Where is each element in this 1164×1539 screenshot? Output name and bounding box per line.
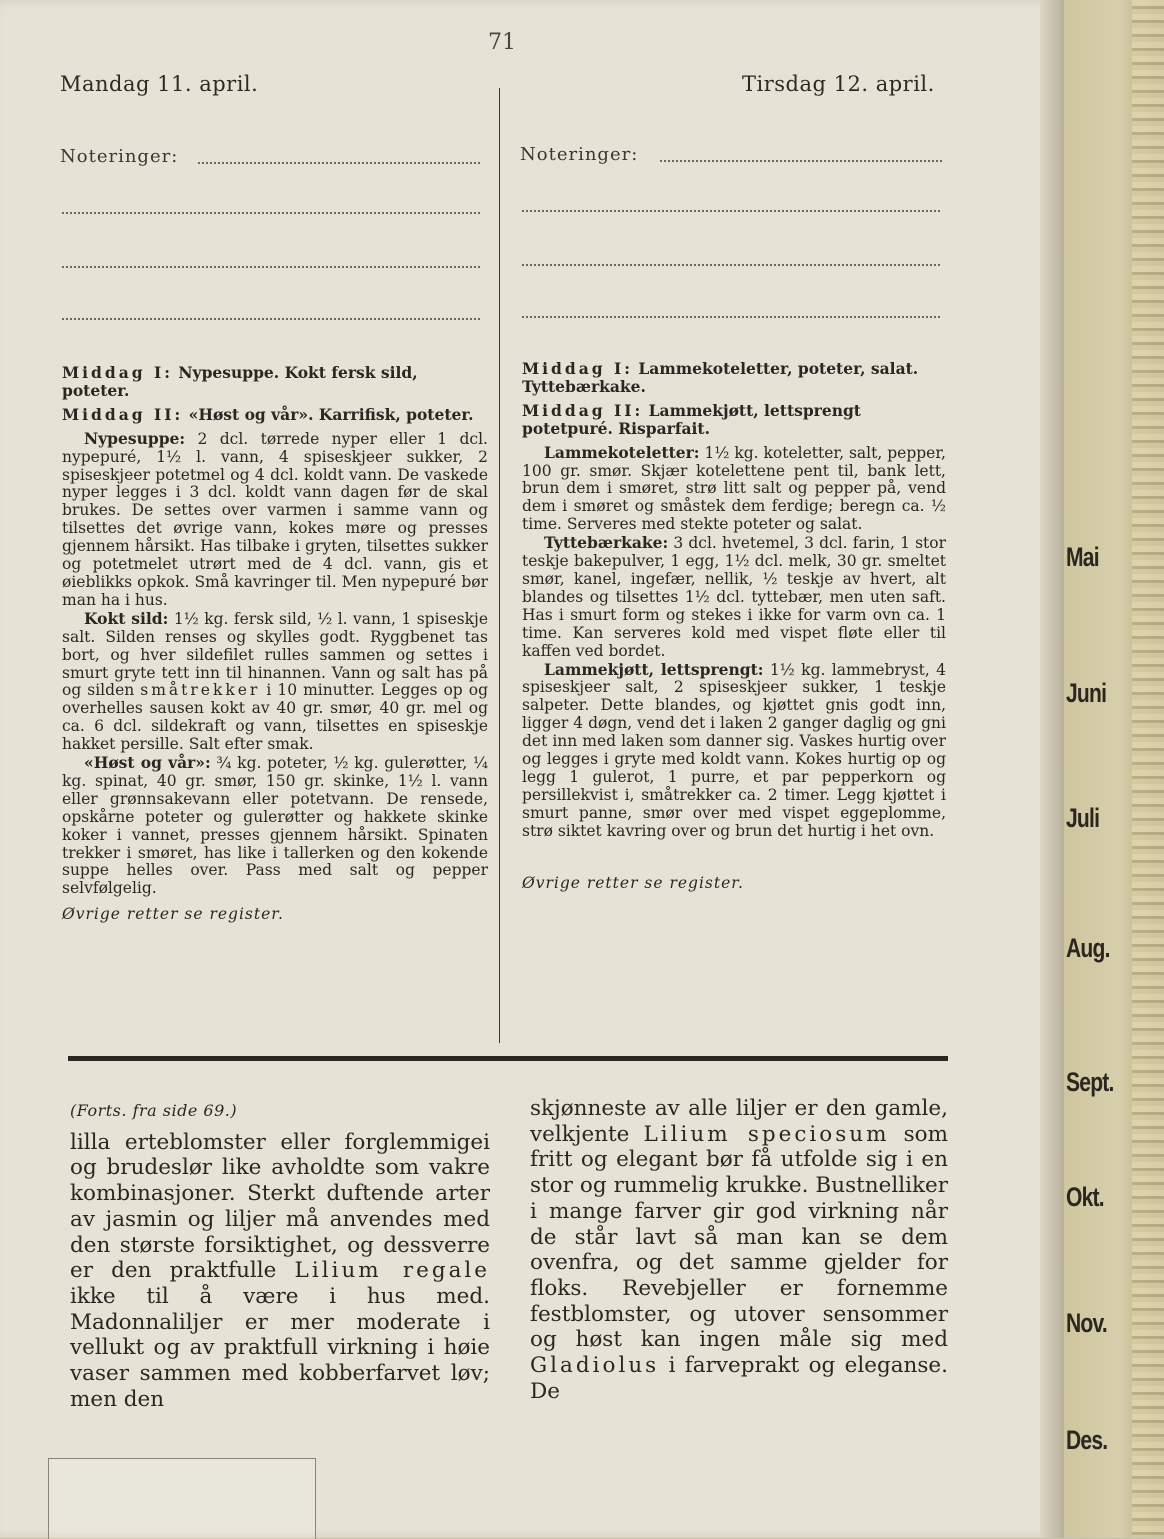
recipe-nypesuppe: Nypesuppe: 2 dcl. tørrede nyper eller 1 dcl. nypepuré, 1½ l. vann, 4 spiseskjeer sukker, 2 spiseskjeer potetmel og 4 dcl. koldt vann. De vaskede nyper legges i 3 dcl. koldt vann dagen før de skal brukes. De settes over varmen i samme vann og tilsettes det øvrige vann, kokes møre og presses gjennem hårsikt. Has tilbake i gryten, tilsettes sukker og potetmelet utrørt med de 4 dcl. vann, gis et øieblikks opkok. Små kavringer til. Men nypepuré bør man ha i hus. bbox=[62, 428, 488, 609]
page-number: 71 bbox=[488, 30, 516, 55]
article-left-text: lilla erteblomster eller forglemmigei og brudeslør like avholdte som vakre kombinasjoner. Sterkt duftende arter av jasmin og liljer må anvendes med den største forsiktighet, og dessverre er den praktfulle Lilium regale ikke til å være i hus med. Madonnaliljer er mer moderate i vellukt og av praktfull virkning i høie vaser sammen med kobberfarvet løv; men den bbox=[70, 1129, 490, 1412]
month-tab-sept[interactable]: Sept. bbox=[1066, 1067, 1114, 1097]
right-day-title: Tirsdag 12. april. bbox=[742, 72, 935, 96]
right-middag-1: Middag I: Lammekoteletter, poteter, salat. Tyttebærkake. bbox=[522, 359, 919, 396]
month-tab-des[interactable]: Des. bbox=[1066, 1425, 1108, 1455]
right-notes-label: Noteringer: bbox=[520, 144, 639, 165]
article-right-column bbox=[530, 1096, 948, 1404]
right-notes-line-3[interactable] bbox=[522, 264, 940, 266]
right-middag-2: Middag II: Lammekjøtt, lettsprengt potetpuré. Risparfait. bbox=[522, 400, 861, 438]
recipe-host-og-var: «Høst og vår»: ¾ kg. poteter, ½ kg. gulerøtter, ¼ kg. spinat, 40 gr. smør, 150 gr. skinke, 1½ l. vann eller grønnsakevann eller potetvann. De rensede, opskårne poteter og gulerøtter og hakkete skinke koker i vannet, presses gjennem hårsikt. Spinaten trekker i smøret, has like i tallerken og den kokende suppe helles over. Pass med salt og pepper selvfølgelig. bbox=[62, 753, 488, 898]
page-edge bbox=[1040, 0, 1064, 1538]
month-tab-mai[interactable]: Mai bbox=[1066, 542, 1099, 572]
right-register-note: Øvrige retter se register. bbox=[522, 873, 744, 892]
continued-note: (Forts. fra side 69.) bbox=[70, 1101, 238, 1120]
left-notes-line-4[interactable] bbox=[62, 318, 480, 320]
left-notes-label: Noteringer: bbox=[60, 146, 179, 167]
left-day-title: Mandag 11. april. bbox=[60, 72, 259, 96]
left-notes-line-3[interactable] bbox=[62, 266, 480, 268]
month-tab-aug[interactable]: Aug. bbox=[1066, 933, 1110, 963]
month-tab-juni[interactable]: Juni bbox=[1066, 678, 1107, 708]
month-tab-juli[interactable]: Juli bbox=[1066, 803, 1100, 833]
left-notes-line-1[interactable] bbox=[198, 162, 480, 164]
right-recipes bbox=[522, 360, 946, 892]
left-recipes bbox=[62, 364, 488, 924]
recipe-kokt-sild: Kokt sild: 1½ kg. fersk sild, ½ l. vann, 1 spiseskje salt. Silden renses og skylles godt. Ryggbenet tas bort, og hver sildefilet rulles sammen og settes i smurt gryte tett inn til hinannen. Vann og salt has på og silden småtrekker i 10 minutter. Legges op og overhelles sausen kokt av 40 gr. smør, 40 gr. mel og ca. 6 dcl. sildekraft og vann, tilsettes en spiseskje hakket persille. Salt efter smak. bbox=[62, 608, 489, 754]
month-tab-nov[interactable]: Nov. bbox=[1066, 1308, 1107, 1338]
month-tab-okt[interactable]: Okt. bbox=[1066, 1182, 1104, 1212]
article-right-text: skjønneste av alle liljer er den gamle, velkjente Lilium speciosum som fritt og elegant bør få utfolde sig i en stor og rummelig krukke. Bustnelliker i mange farver gir god virkning når de står lavt så man kan se dem ovenfra, og det samme gjelder for floks. Revebjeller er fornemme festblomster, og utover sensommer og høst kan ingen måle sig med Gladiolus i farveprakt og eleganse. De bbox=[530, 1096, 948, 1404]
tab-edge-stripe bbox=[1132, 0, 1164, 1538]
horizontal-rule bbox=[68, 1056, 948, 1061]
right-notes-line-2[interactable] bbox=[522, 210, 940, 212]
left-middag-2: Middag II: «Høst og vår». Karrifisk, poteter. bbox=[62, 404, 474, 424]
column-divider bbox=[499, 88, 500, 1043]
recipe-tyttebaerkake: Tyttebærkake: 3 dcl. hvetemel, 3 dcl. farin, 1 stor teskje bakepulver, 1 egg, 1½ dcl. melk, 30 gr. smeltet smør, kanel, ingefær, nellik, ½ teskje av hvert, alt blandes og tilsettes 1½ dcl. tyttebær, men uten saft. Has i smurt form og stekes i ikke for varm ovn ca. 1 time. Kan serveres kold med vispet fløte eller til kaffen ved bordet. bbox=[522, 533, 946, 660]
library-stamp-box bbox=[48, 1458, 316, 1539]
left-register-note: Øvrige retter se register. bbox=[62, 905, 284, 924]
article-left-column bbox=[70, 1098, 490, 1412]
left-notes-line-2[interactable] bbox=[62, 212, 480, 214]
left-middag-1: Middag I: Nypesuppe. Kokt fersk sild, poteter. bbox=[62, 363, 418, 400]
right-notes-line-1[interactable] bbox=[660, 160, 942, 162]
recipe-lammekjott: Lammekjøtt, lettsprengt: 1½ kg. lammebryst, 4 spiseskjeer salt, 2 spiseskjeer sukker, 1 teskje salpeter. Dette blandes, og kjøttet gnis godt inn, ligger 4 døgn, vend det i laken 2 ganger daglig og gni det inn med laken som danner sig. Vaskes hurtig over og legges i gryte med koldt vann. Kokes hurtig op og legg 1 gulerot, 1 purre, et par pepperkorn og persillekvist i, småtrekker ca. 2 timer. Legg kjøttet i smurt panne, smør over med vispet eggeplomme, strø siktet kavring over og brun det hurtig i het ovn. bbox=[522, 659, 946, 840]
recipe-lammekoteletter: Lammekoteletter: 1½ kg. koteletter, salt, pepper, 100 gr. smør. Skjær kotelettene pent til, bank lett, brun dem i smøret, strø litt salt og pepper på, vend dem i smøret og småstek dem ferdige; beregn ca. ½ time. Serveres med stekte poteter og salat. bbox=[522, 442, 946, 534]
right-notes-line-4[interactable] bbox=[522, 316, 940, 318]
